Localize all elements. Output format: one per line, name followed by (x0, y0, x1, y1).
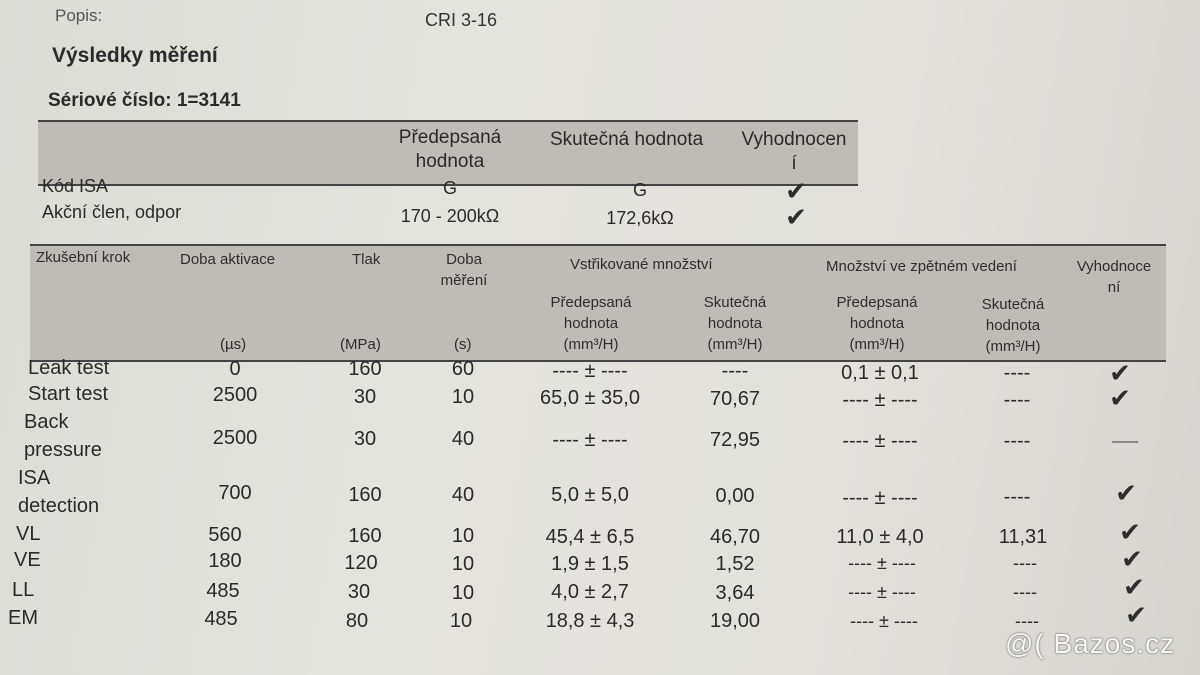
row-activation: 560 (208, 524, 242, 546)
row-duration: 10 (449, 610, 473, 632)
summary-row-label: Kód ISA (42, 176, 109, 196)
row-step: LL (12, 579, 35, 601)
summary-row-actual: G (632, 180, 647, 200)
row-return-actual: ---- (1015, 611, 1039, 631)
row-pressure: 160 (348, 358, 382, 380)
header-activation-unit: (µs) (220, 336, 247, 353)
header-evaluation: Vyhodnoce ní (1076, 258, 1152, 296)
row-duration: 10 (451, 582, 475, 604)
header-injected-prescribed: Předepsaná hodnota (mm³/H) (550, 294, 632, 353)
row-return-actual: ---- (1013, 553, 1037, 573)
row-pressure: 30 (347, 581, 371, 603)
row-return-prescribed: ---- ± ---- (842, 430, 918, 452)
row-duration: 40 (451, 428, 475, 450)
row-injected-prescribed: 4,0 ± 2,7 (551, 581, 629, 603)
row-return-prescribed: ---- ± ---- (850, 611, 918, 631)
row-step: Back pressure (24, 411, 102, 461)
checkmark-icon: ✔ (1125, 600, 1147, 630)
row-return-actual: 11,31 (998, 526, 1048, 548)
row-return-prescribed: ---- ± ---- (848, 582, 916, 602)
row-activation: 485 (204, 608, 238, 630)
row-injected-actual: 0,00 (715, 485, 755, 507)
row-activation: 2500 (212, 427, 258, 449)
header-activation: Doba aktivace (180, 251, 276, 268)
row-step: VL (16, 523, 41, 545)
dash-mark (1112, 441, 1138, 443)
row-injected-actual: 19,00 (709, 610, 761, 632)
checkmark-icon: ✔ (1109, 383, 1131, 413)
row-step: Start test (28, 383, 109, 405)
row-injected-prescribed: 65,0 ± 35,0 (540, 387, 640, 409)
row-return-prescribed: ---- ± ---- (848, 553, 916, 573)
checkmark-icon: ✔ (785, 202, 807, 232)
row-pressure: 160 (348, 484, 382, 506)
checkmark-icon: ✔ (785, 176, 807, 206)
row-return-prescribed: ---- ± ---- (842, 487, 918, 509)
summary-header-prescribed: Předepsaná hodnota (398, 127, 502, 172)
watermark-logo: @( Bazos.cz (1005, 628, 1176, 659)
row-injected-actual: 72,95 (709, 429, 761, 451)
row-injected-prescribed: 45,4 ± 6,5 (545, 526, 635, 548)
row-injected-prescribed: 1,9 ± 1,5 (551, 553, 629, 575)
header-pressure: Tlak (352, 251, 381, 268)
row-duration: 10 (451, 386, 475, 408)
header-injected: Vstřikované množství (570, 256, 713, 273)
row-step: VE (14, 549, 41, 571)
summary-header-evaluation: Vyhodnocen í (741, 129, 847, 174)
checkmark-icon: ✔ (1119, 517, 1141, 547)
summary-row-label: Akční člen, odpor (42, 202, 182, 222)
row-activation: 485 (206, 580, 240, 602)
page-title: Výsledky měření (52, 44, 218, 67)
summary-row-actual: 172,6kΩ (606, 208, 674, 228)
row-injected-actual: 70,67 (709, 388, 761, 410)
serial-number: Sériové číslo: 1=3141 (48, 90, 241, 111)
row-return-actual: ---- (1003, 430, 1031, 452)
header-duration-unit: (s) (454, 336, 472, 353)
header-pressure-unit: (MPa) (340, 336, 381, 353)
header-return: Množství ve zpětném vedení (826, 258, 1017, 275)
row-duration: 60 (451, 358, 475, 380)
row-injected-actual: ---- (721, 360, 749, 382)
checkmark-icon: ✔ (1115, 478, 1137, 508)
row-step: EM (8, 607, 38, 629)
row-step: ISA detection (18, 467, 100, 517)
row-injected-prescribed: ---- ± ---- (552, 360, 628, 382)
row-injected-prescribed: 5,0 ± 5,0 (551, 484, 629, 506)
summary-row-prescribed: G (442, 178, 457, 198)
row-pressure: 120 (344, 552, 378, 574)
header-step: Zkušební krok (36, 249, 131, 266)
summary-header-actual: Skutečná hodnota (550, 129, 704, 150)
row-injected-prescribed: ---- ± ---- (552, 429, 628, 451)
row-step: Leak test (28, 357, 110, 379)
row-return-actual: ---- (1003, 389, 1031, 411)
popis-label: Popis: (55, 6, 103, 25)
row-activation: 180 (208, 550, 242, 572)
row-activation: 700 (218, 482, 252, 504)
row-pressure: 80 (345, 610, 369, 632)
header-injected-actual: Skutečná hodnota (mm³/H) (703, 294, 767, 353)
row-return-actual: ---- (1013, 582, 1037, 602)
checkmark-icon: ✔ (1109, 358, 1131, 388)
row-duration: 10 (451, 525, 475, 547)
row-duration: 10 (451, 553, 475, 575)
row-injected-actual: 3,64 (715, 582, 755, 604)
row-activation: 0 (229, 358, 241, 380)
model-code: CRI 3-16 (425, 10, 498, 30)
row-duration: 40 (451, 484, 475, 506)
row-injected-actual: 46,70 (709, 526, 761, 548)
row-pressure: 30 (353, 386, 377, 408)
header-return-prescribed: Předepsaná hodnota (mm³/H) (836, 294, 918, 353)
header-return-actual: Skutečná hodnota (mm³/H) (981, 296, 1045, 355)
row-pressure: 30 (353, 428, 377, 450)
row-injected-prescribed: 18,8 ± 4,3 (545, 610, 635, 632)
row-return-prescribed: 11,0 ± 4,0 (836, 526, 924, 548)
row-activation: 2500 (212, 384, 258, 406)
summary-row-prescribed: 170 - 200kΩ (400, 206, 500, 226)
row-return-prescribed: 0,1 ± 0,1 (841, 362, 919, 384)
row-return-prescribed: ---- ± ---- (842, 389, 918, 411)
row-return-actual: ---- (1003, 362, 1031, 384)
checkmark-icon: ✔ (1121, 544, 1143, 574)
row-injected-actual: 1,52 (715, 553, 755, 575)
checkmark-icon: ✔ (1123, 572, 1145, 602)
row-pressure: 160 (348, 525, 382, 547)
header-duration: Doba měření (440, 251, 488, 289)
row-return-actual: ---- (1003, 486, 1031, 508)
